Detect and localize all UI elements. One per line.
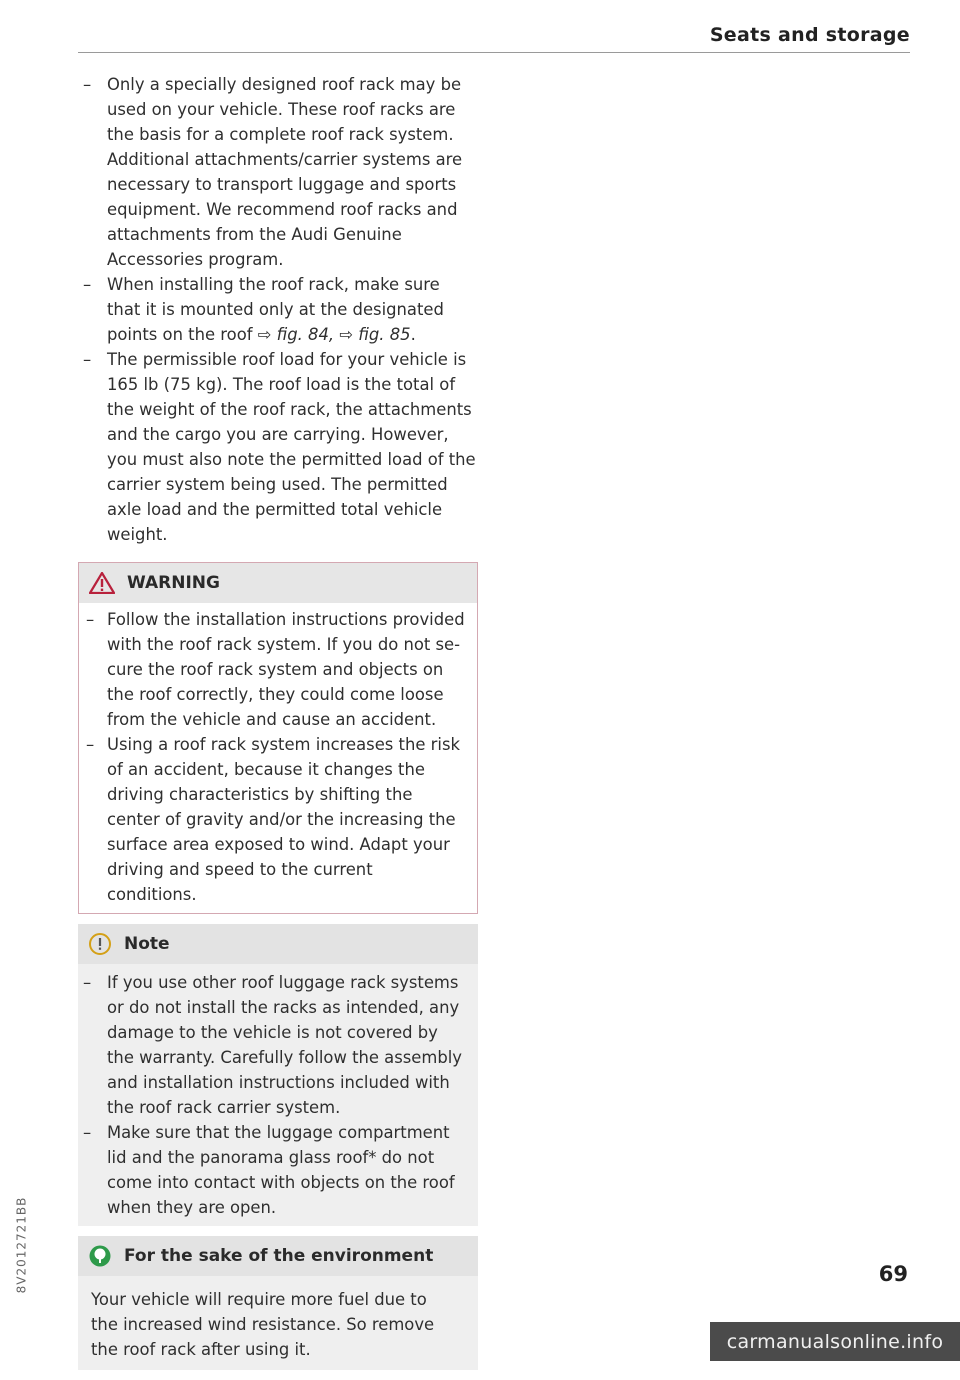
roof-rack-instructions-list [78, 72, 478, 547]
list-item: – Only a specially designed roof rack may be used on your vehicle. These roof racks are the basis for a complete roof rack system. Additional attachments/carrier systems are necessary to transport luggage and sports equipment. We recommend roof racks and attachments from the Audi Genuine Accessories program. [78, 72, 478, 272]
page-number: 69 [878, 1262, 908, 1286]
section-title: Seats and storage [709, 24, 910, 46]
note-body [78, 964, 478, 1226]
environment-box [78, 1236, 478, 1370]
note-box [78, 924, 478, 1226]
content-column [78, 72, 478, 1380]
document-code: 8V2012721BB [14, 1196, 29, 1294]
list-item: – Using a roof rack system increases the risk of an accident, because it changes the driving characteristics by shifting the center of gravity and/or the increasing the surface area exposed to wind. Adapt your driving and speed to the current conditions. [79, 732, 467, 907]
environment-header [78, 1236, 478, 1276]
note-header [78, 924, 478, 964]
warning-triangle-icon [89, 572, 115, 594]
list-item-text: . [410, 325, 416, 344]
list-item: – If you use other roof luggage rack systems or do not install the racks as intended, any damage to the vehicle is not covered by the warranty. Carefully follow the assembly and installation instructions included with the roof rack carrier system. [78, 970, 468, 1120]
warning-title: WARNING [127, 573, 220, 593]
list-item-text: When installing the roof rack, make sure that it is mounted only at the designated points on the roof [107, 275, 444, 344]
note-title: Note [124, 934, 170, 954]
exclamation-circle-icon [88, 932, 112, 956]
environment-title: For the sake of the environment [124, 1246, 434, 1266]
environment-body [78, 1276, 478, 1370]
watermark-link[interactable]: carmanualsonline.info [710, 1322, 960, 1361]
warning-body [79, 603, 477, 913]
list-item: – Make sure that the luggage compartment lid and the panorama glass roof* do not come into contact with objects on the roof when they are open. [78, 1120, 468, 1220]
figure-reference-link[interactable]: ⇨ fig. 84, [257, 325, 335, 344]
environment-text: Your vehicle will require more fuel due to the increased wind resistance. So remove the roof rack after using it. [91, 1290, 435, 1359]
warning-list [79, 607, 467, 907]
header-divider [78, 52, 910, 53]
list-item [78, 272, 478, 347]
tree-leaf-icon [88, 1244, 112, 1268]
figure-reference-link[interactable]: ⇨ fig. 85 [339, 325, 411, 344]
warning-box [78, 562, 478, 914]
warning-header [79, 563, 477, 603]
list-item: – Follow the installation instructions provided with the roof rack system. If you do not secure the roof rack system and objects on the roof correctly, they could come loose from the vehicle and cause an accident. [79, 607, 467, 732]
list-item: – The permissible roof load for your vehicle is 165 lb (75 kg). The roof load is the total of the weight of the roof rack, the attachments and the cargo you are carrying. However, you must also note the permitted load of the carrier system being used. The permitted axle load and the permitted total vehicle weight. [78, 347, 478, 547]
note-list [78, 970, 468, 1220]
